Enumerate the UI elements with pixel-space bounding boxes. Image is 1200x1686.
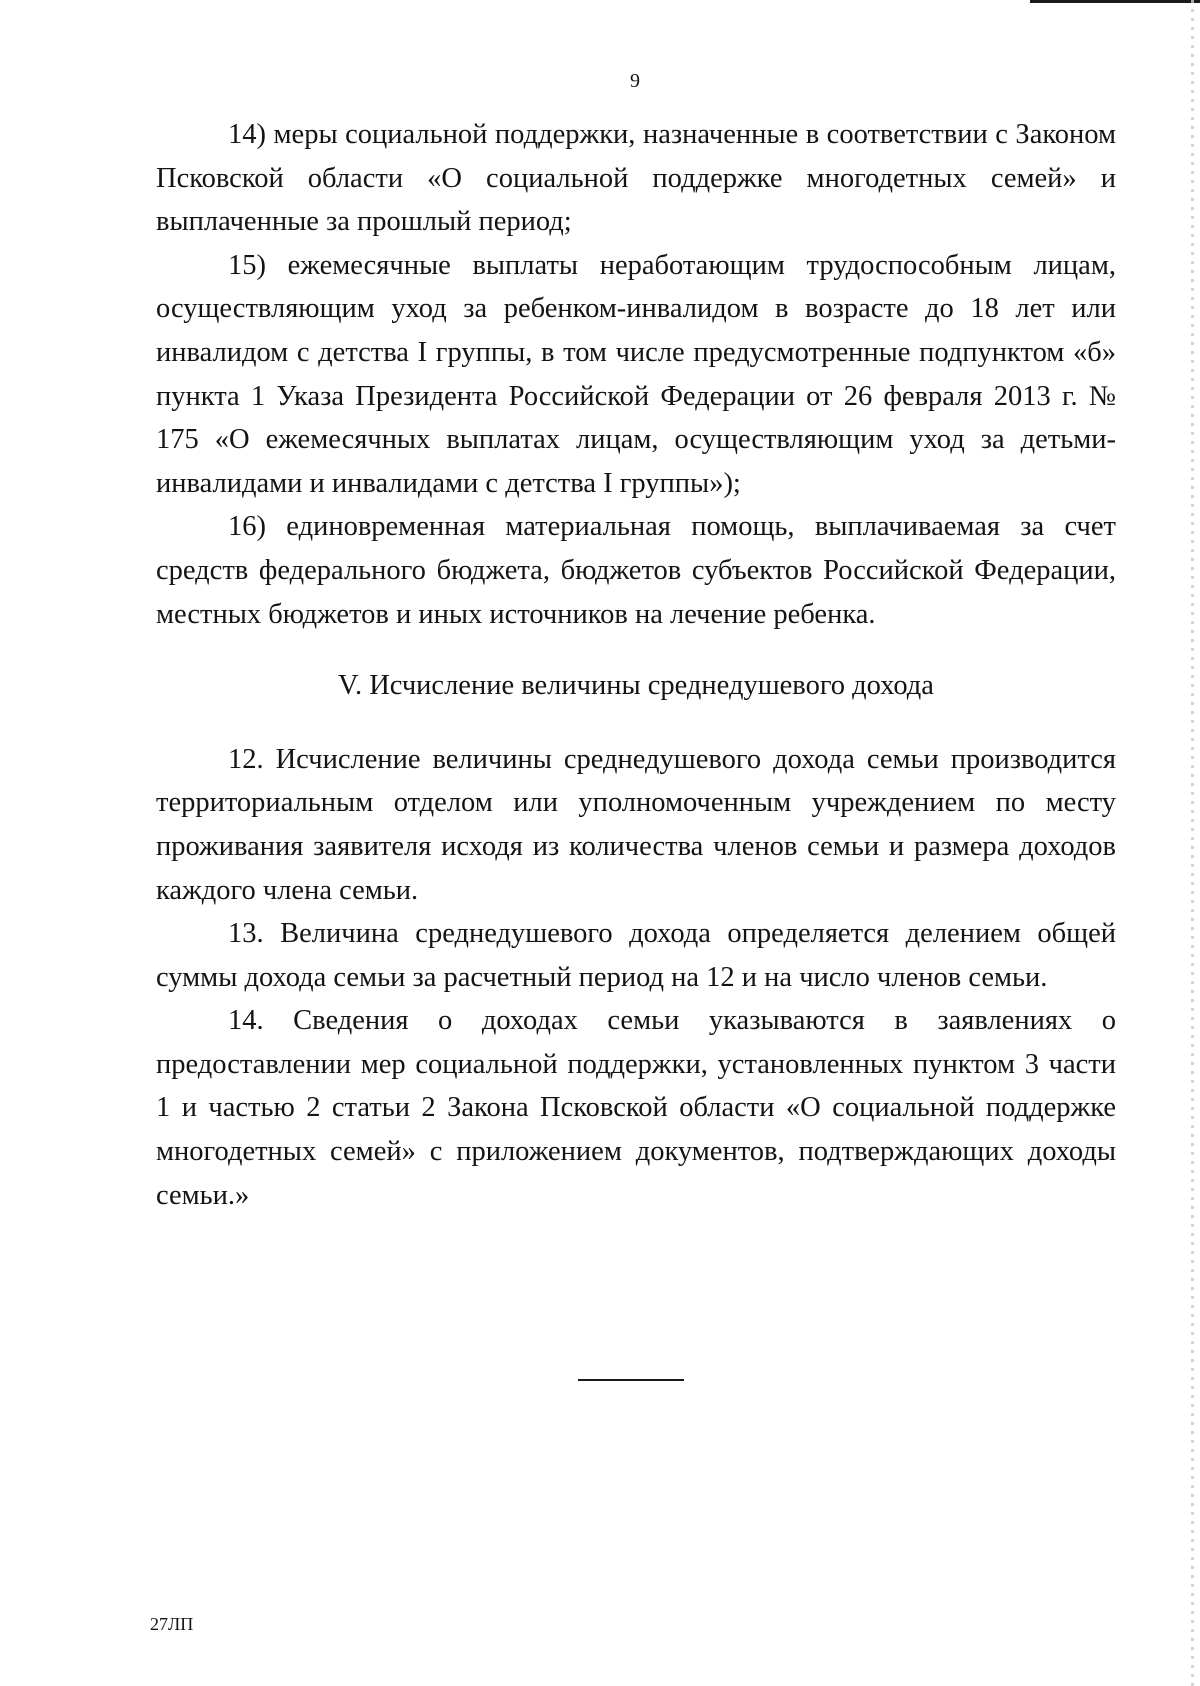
scan-edge-mark xyxy=(1191,0,1194,1686)
paragraph-clause-14: 14. Сведения о доходах семьи указываются в заявлениях о предоставлении мер социальной поддержки, установленных пунктом 3 части 1 и частью 2 статьи 2 Закона Псковской области «О социальной поддержке многодетных семей» с приложением документов, подтверждающих доходы семьи.» xyxy=(156,1005,1116,1211)
paragraph-item-14: 14) меры социальной поддержки, назначенные в соответствии с Законом Псковской области «О социальной поддержке многодетных семей» и выплаченные за прошлый период; xyxy=(156,119,1116,238)
document-code: 27ЛП xyxy=(150,1614,194,1634)
document-body xyxy=(156,113,1116,1217)
page-number: 9 xyxy=(630,70,640,92)
scan-top-mark xyxy=(1030,0,1200,3)
end-of-text-rule xyxy=(578,1379,684,1381)
paragraph-clause-12: 12. Исчисление величины среднедушевого дохода семьи производится территориальным отделом или уполномоченным учреждением по месту проживания заявителя исходя из количества членов семьи и размера доходов каждого члена семьи. xyxy=(156,743,1116,906)
paragraph-item-16: 16) единовременная материальная помощь, выплачиваемая за счет средств федерального бюджета, бюджетов субъектов Российской Федерации, местных бюджетов и иных источников на лечение ребенка. xyxy=(156,511,1116,630)
section-heading: V. Исчисление величины среднедушевого дохода xyxy=(338,670,934,702)
paragraph-item-15: 15) ежемесячные выплаты неработающим трудоспособным лицам, осуществляющим уход за ребенком-инвалидом в возрасте до 18 лет или инвалидом с детства I группы, в том числе предусмотренные подпунктом «б» пункта 1 Указа Президента Российской Федерации от 26 февраля 2013 г. № 175 «О ежемесячных выплатах лицам, осуществляющим уход за детьми-инвалидами и инвалидами с детства I группы»); xyxy=(156,249,1116,499)
paragraph-clause-13: 13. Величина среднедушевого дохода определяется делением общей суммы дохода семьи за расчетный период на 12 и на число членов семьи. xyxy=(156,918,1116,993)
